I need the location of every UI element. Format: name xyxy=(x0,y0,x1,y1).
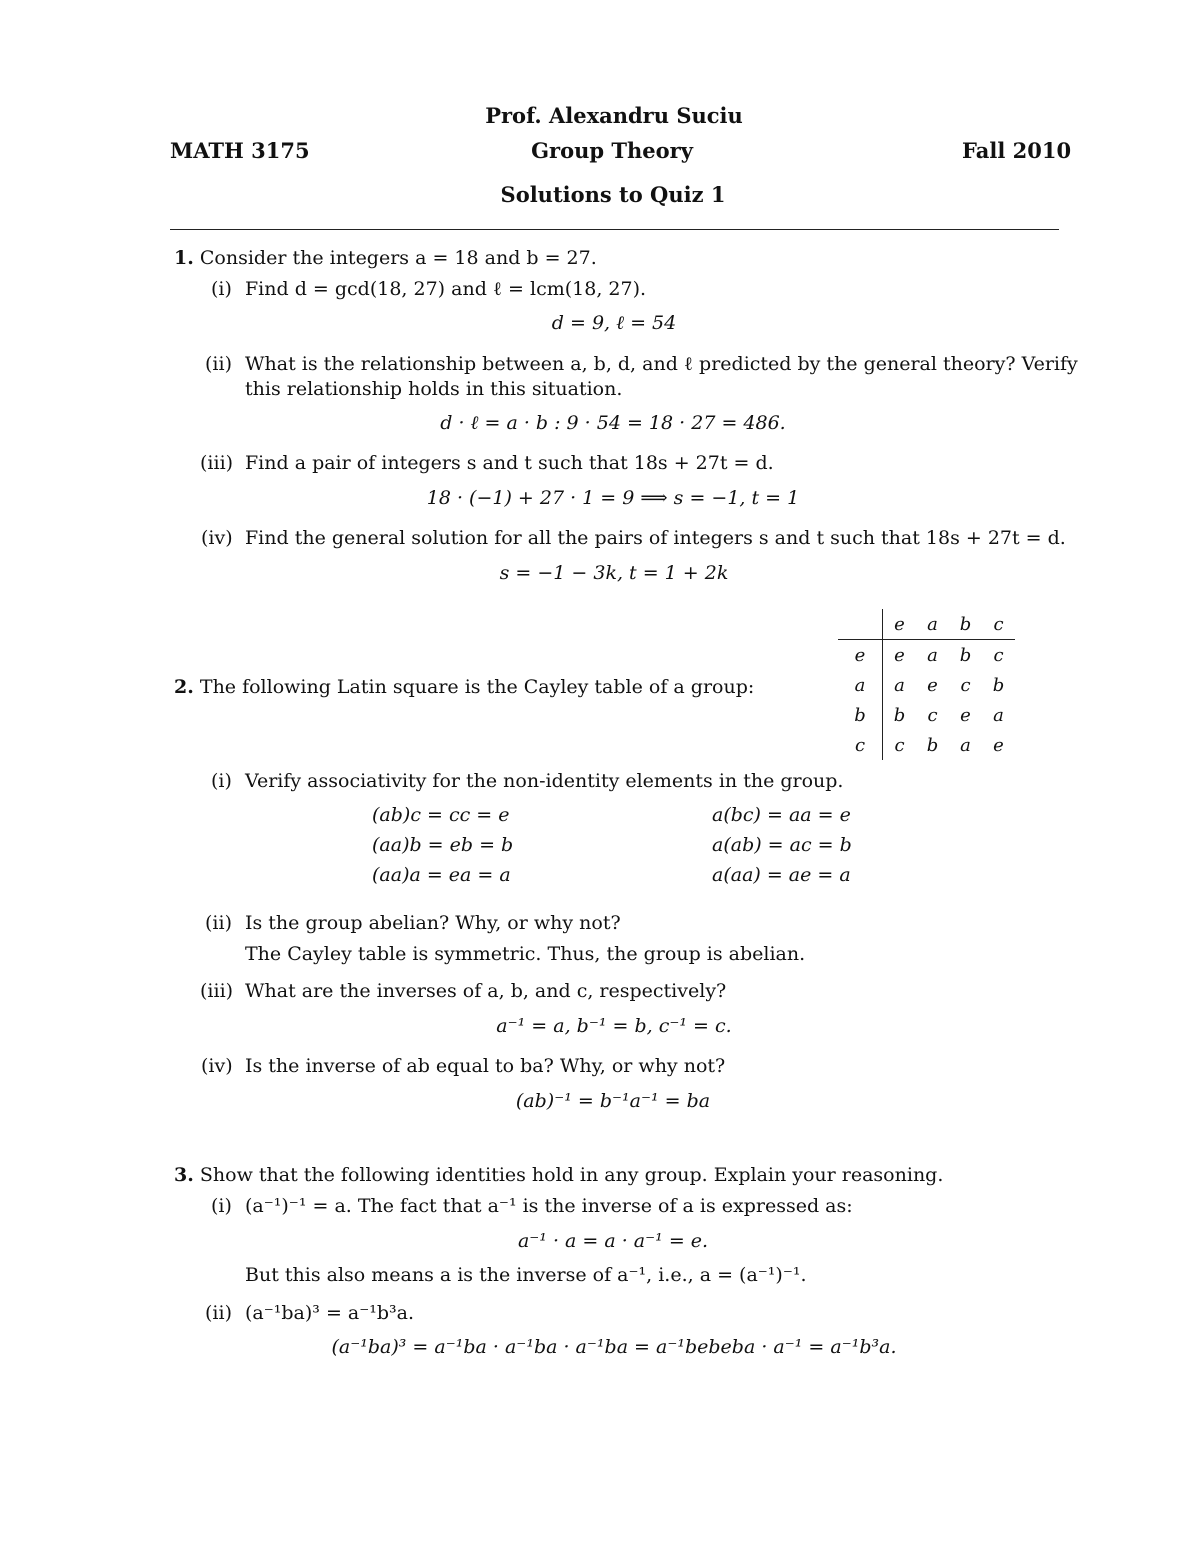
q3-ii-text: (a⁻¹ba)³ = a⁻¹b³a. xyxy=(245,1302,415,1324)
q1-ii-answer: d · ℓ = a · b : 9 · 54 = 18 · 27 = 486. xyxy=(440,412,786,434)
cayley-cell: c xyxy=(927,704,938,726)
q3-prompt xyxy=(174,1163,943,1187)
q3-i-conclusion: But this also means a is the inverse of a⁻¹, i.e., a = (a⁻¹)⁻¹. xyxy=(245,1264,807,1286)
cayley-cell: a xyxy=(894,674,905,696)
cayley-corner xyxy=(838,609,883,640)
q3-number: 3. xyxy=(174,1164,194,1186)
q1-iv-text: Find the general solution for all the pairs of integers s and t such that 18s + 27t = d. xyxy=(245,527,1066,549)
assoc-right: a(bc) = aa = e xyxy=(712,804,851,826)
q1-iv-label: (iv) xyxy=(201,527,233,549)
q3-prompt-text: Show that the following identities hold in any group. Explain your reasoning. xyxy=(199,1164,944,1186)
cayley-cell: e xyxy=(993,734,1004,756)
assoc-left: (aa)a = ea = a xyxy=(372,864,511,886)
cayley-col-head: e xyxy=(883,609,917,640)
q2-iii-label: (iii) xyxy=(200,980,234,1002)
cayley-row-head: c xyxy=(838,730,883,760)
q2-number: 2. xyxy=(174,676,194,698)
q2-iv-answer: (ab)⁻¹ = b⁻¹a⁻¹ = ba xyxy=(515,1090,711,1112)
q2-ii-answer: The Cayley table is symmetric. Thus, the group is abelian. xyxy=(245,943,806,965)
cayley-cell: e xyxy=(894,644,905,666)
assoc-left: (aa)b = eb = b xyxy=(372,834,514,856)
q1-i-label: (i) xyxy=(211,278,232,300)
cayley-cell: a xyxy=(993,704,1004,726)
cayley-cell: c xyxy=(993,644,1004,666)
course-number: MATH 3175 xyxy=(170,138,310,163)
q2-i-label: (i) xyxy=(211,770,232,792)
q2-iv-label: (iv) xyxy=(201,1055,233,1077)
q1-iii-answer: 18 · (−1) + 27 · 1 = 9 ⟹ s = −1, t = 1 xyxy=(426,487,800,509)
cayley-table xyxy=(838,609,1015,760)
q2-iv-text: Is the inverse of ab equal to ba? Why, or why not? xyxy=(245,1055,726,1077)
q3-i-equation: a⁻¹ · a = a · a⁻¹ = e. xyxy=(517,1230,709,1252)
assoc-right: a(aa) = ae = a xyxy=(712,864,851,886)
cayley-cell: e xyxy=(927,674,938,696)
cayley-cell: b xyxy=(926,734,939,756)
q2-prompt xyxy=(174,675,754,699)
q2-iii-answer: a⁻¹ = a, b⁻¹ = b, c⁻¹ = c. xyxy=(496,1015,732,1037)
assoc-right: a(ab) = ac = b xyxy=(712,834,852,856)
q2-ii-text: Is the group abelian? Why, or why not? xyxy=(245,912,621,934)
cayley-cell: a xyxy=(927,644,938,666)
q1-iv-answer: s = −1 − 3k, t = 1 + 2k xyxy=(499,562,729,584)
cayley-row-head: e xyxy=(838,640,883,671)
q1-ii-text-line1: What is the relationship between a, b, d, and ℓ predicted by the general theory? Verify xyxy=(245,353,1078,375)
q2-ii-label: (ii) xyxy=(205,912,232,934)
q3-i-label: (i) xyxy=(211,1195,232,1217)
assoc-left: (ab)c = cc = e xyxy=(372,804,510,826)
cayley-row xyxy=(838,730,1015,760)
cayley-row xyxy=(838,640,1015,671)
cayley-cell: b xyxy=(992,674,1005,696)
q3-i-text: (a⁻¹)⁻¹ = a. The fact that a⁻¹ is the inverse of a is expressed as: xyxy=(245,1195,853,1217)
cayley-col-head: c xyxy=(982,609,1015,640)
cayley-col-head: a xyxy=(916,609,949,640)
q2-i-text: Verify associativity for the non-identity elements in the group. xyxy=(245,770,844,792)
cayley-cell: b xyxy=(893,704,906,726)
q1-ii-text-line2: this relationship holds in this situation. xyxy=(245,378,623,400)
cayley-cell: c xyxy=(894,734,905,756)
header-rule xyxy=(170,229,1059,230)
q1-iii-label: (iii) xyxy=(200,452,234,474)
q1-prompt xyxy=(174,246,597,270)
q1-prompt-text: Consider the integers a = 18 and b = 27. xyxy=(199,247,597,269)
q1-iii-text: Find a pair of integers s and t such that 18s + 27t = d. xyxy=(245,452,774,474)
q1-i-answer: d = 9, ℓ = 54 xyxy=(551,312,677,334)
associativity-checks xyxy=(372,804,1012,886)
q2-prompt-text: The following Latin square is the Cayley table of a group: xyxy=(199,676,755,698)
professor-name: Prof. Alexandru Suciu xyxy=(485,103,743,128)
cayley-cell: a xyxy=(960,734,971,756)
cayley-row xyxy=(838,700,1015,730)
q3-ii-label: (ii) xyxy=(205,1302,232,1324)
q1-number: 1. xyxy=(174,247,194,269)
cayley-header-row xyxy=(838,609,1015,640)
cayley-col-head: b xyxy=(949,609,982,640)
cayley-row-head: b xyxy=(838,700,883,730)
cayley-row-head: a xyxy=(838,670,883,700)
cayley-row xyxy=(838,670,1015,700)
course-subject: Group Theory xyxy=(531,138,693,163)
q1-i-text: Find d = gcd(18, 27) and ℓ = lcm(18, 27). xyxy=(245,278,647,300)
q3-ii-equation: (a⁻¹ba)³ = a⁻¹ba · a⁻¹ba · a⁻¹ba = a⁻¹bebeba · a⁻¹ = a⁻¹b³a. xyxy=(331,1336,897,1358)
course-term: Fall 2010 xyxy=(962,138,1072,163)
q2-iii-text: What are the inverses of a, b, and c, respectively? xyxy=(245,980,727,1002)
cayley-cell: e xyxy=(960,704,971,726)
cayley-cell: c xyxy=(960,674,971,696)
q1-ii-label: (ii) xyxy=(205,353,232,375)
cayley-cell: b xyxy=(959,644,972,666)
page-title: Solutions to Quiz 1 xyxy=(500,182,726,207)
